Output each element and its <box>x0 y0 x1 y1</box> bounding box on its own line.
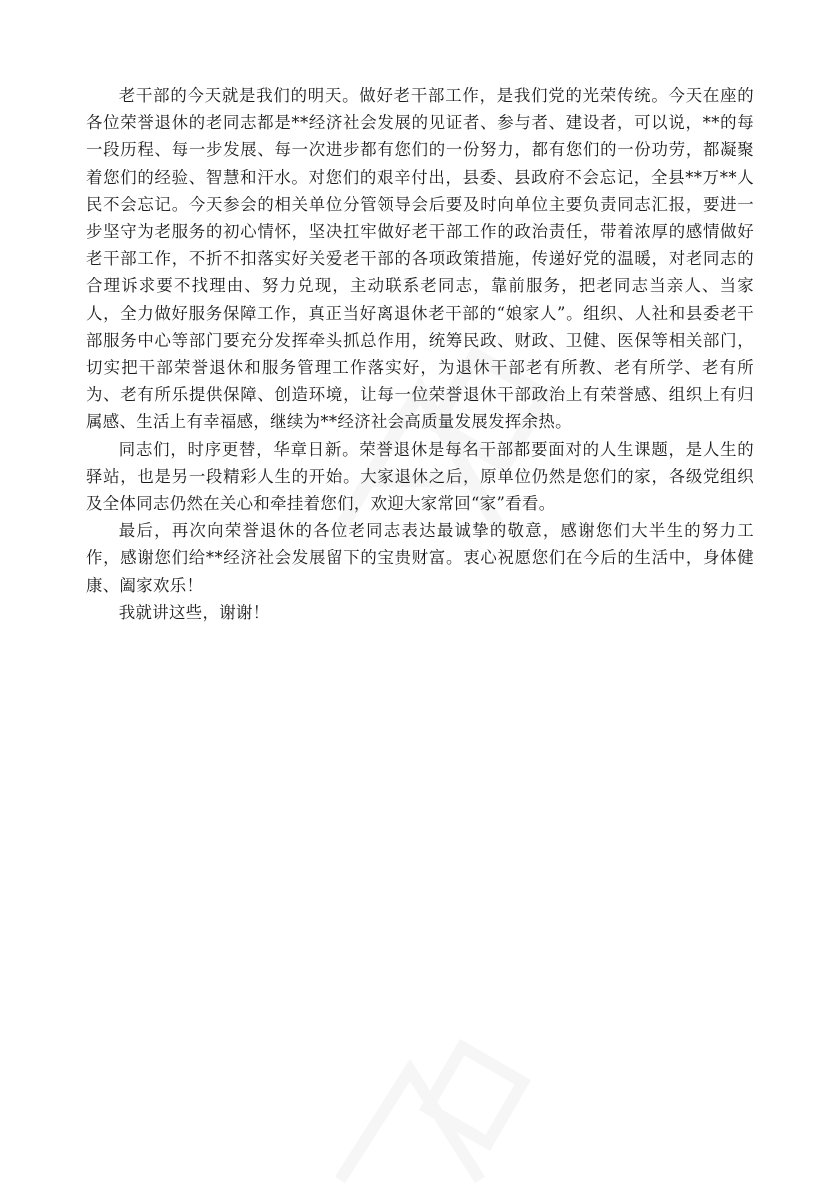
paragraph-4: 我就讲这些，谢谢！ <box>118 602 270 622</box>
paragraph-3: 最后，再次向荣誉退休的各位老同志表达最诚挚的敬意，感谢您们大半生的努力工作，感谢您们给**经济社会发展留下的宝贵财富。衷心祝愿您们在今后的生活中，身体健康、阖家欢乐！ <box>86 521 754 595</box>
watermark-logo-icon-bottom <box>320 1030 540 1190</box>
document-body <box>86 82 754 626</box>
paragraph-1: 老干部的今天就是我们的明天。做好老干部工作，是我们党的光荣传统。今天在座的各位荣誉退休的老同志都是**经济社会发展的见证者、参与者、建设者，可以说，**的每一段历程、每一步发展、每一次进步都有您们的一份努力，都有您们的一份功劳，都凝聚着您们的经验、智慧和汗水。对您们的艰辛付出，县委、县政府不会忘记，全县**万**人民不会忘记。今天参会的相关单位分管领导会后要及时向单位主要负责同志汇报，要进一步坚守为老服务的初心情怀，坚决扛牢做好老干部工作的政治责任，带着浓厚的感情做好老干部工作，不折不扣落实好关爱老干部的各项政策措施，传递好党的温暖，对老同志的合理诉求要不找理由、努力兑现，主动联系老同志，靠前服务，把老同志当亲人、当家人，全力做好服务保障工作，真正当好离退休老干部的“娘家人”。组织、人社和县委老干部服务中心等部门要充分发挥牵头抓总作用，统筹民政、财政、卫健、医保等相关部门，切实把干部荣誉退休和服务管理工作落实好，为退休干部老有所教、老有所学、老有所为、老有所乐提供保障、创造环境，让每一位荣誉退休干部政治上有荣誉感、组织上有归属感、生活上有幸福感，继续为**经济社会高质量发展发挥余热。 <box>86 86 754 432</box>
paragraph-2: 同志们，时序更替，华章日新。荣誉退休是每名干部都要面对的人生课题，是人生的驿站，也是另一段精彩人生的开始。大家退休之后，原单位仍然是您们的家，各级党组织及全体同志仍然在关心和牵挂着您们，欢迎大家常回“家”看看。 <box>86 439 754 514</box>
